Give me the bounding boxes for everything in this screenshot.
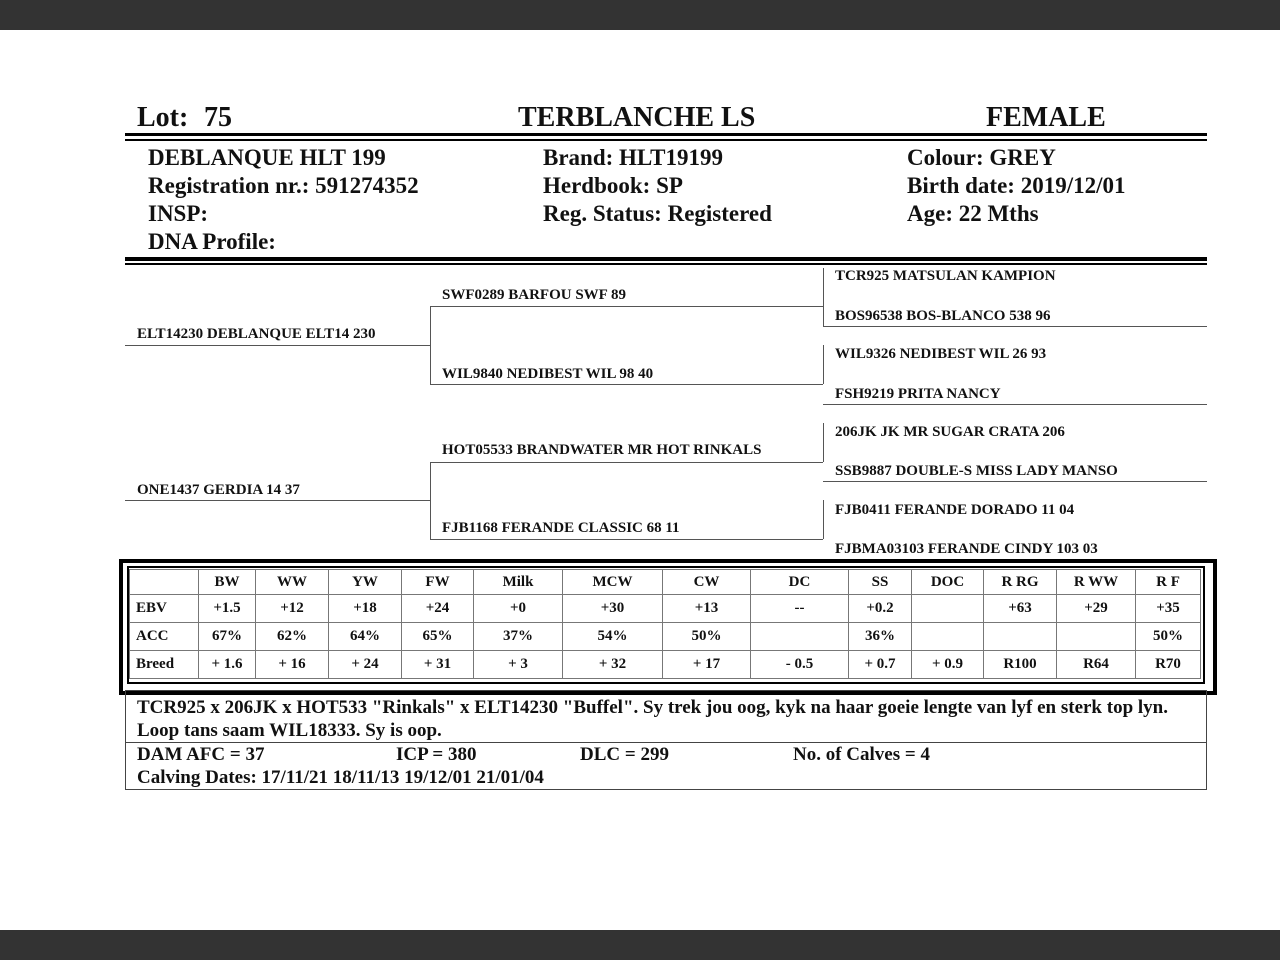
table-cell <box>912 595 984 623</box>
table-cell: + 3 <box>474 651 563 679</box>
table-cell: + 1.6 <box>199 651 256 679</box>
insp-label: INSP: <box>148 201 209 226</box>
ebv-table <box>129 569 1201 679</box>
calving-dates: Calving Dates: 17/11/21 18/11/13 19/12/01 21/01/04 <box>137 767 544 788</box>
header-rule-thin <box>125 139 1207 141</box>
sire-sire-line <box>430 306 823 307</box>
table-cell <box>1057 623 1136 651</box>
table-row <box>130 623 1201 651</box>
pedigree-sire-dam: WIL9840 NEDIBEST WIL 98 40 <box>442 366 654 382</box>
table-cell: +1.5 <box>199 595 256 623</box>
pedigree-gen3-5: 206JK JK MR SUGAR CRATA 206 <box>835 424 1065 440</box>
ebv-col-header: DOC <box>912 570 984 595</box>
table-cell: +24 <box>402 595 474 623</box>
header-rule-thick <box>125 133 1207 136</box>
dam-bracket <box>430 462 431 540</box>
table-cell: +0.2 <box>849 595 912 623</box>
brand: Brand: HLT19199 <box>543 145 724 170</box>
ebv-col-header: FW <box>402 570 474 595</box>
table-cell: + 31 <box>402 651 474 679</box>
pedigree-gen3-7: FJB0411 FERANDE DORADO 11 04 <box>835 502 1075 518</box>
ebv-col-header: R F <box>1136 570 1201 595</box>
top-frame-bar <box>0 0 1280 30</box>
bracket-4 <box>823 500 824 539</box>
table-row <box>130 651 1201 679</box>
table-cell: R100 <box>984 651 1057 679</box>
table-cell: 50% <box>1136 623 1201 651</box>
bracket-2 <box>823 345 824 384</box>
dna-profile-label: DNA Profile: <box>148 229 276 254</box>
pedigree-gen3-3: WIL9326 NEDIBEST WIL 26 93 <box>835 346 1047 362</box>
table-cell: + 17 <box>663 651 751 679</box>
ebv-col-header: WW <box>256 570 329 595</box>
gen3-separator-2 <box>823 404 1207 405</box>
table-cell: R70 <box>1136 651 1201 679</box>
ebv-col-header: Milk <box>474 570 563 595</box>
table-cell: 37% <box>474 623 563 651</box>
table-cell: R64 <box>1057 651 1136 679</box>
ebv-col-header: DC <box>751 570 849 595</box>
registration-number: Registration nr.: 591274352 <box>148 173 419 198</box>
ebv-col-header: R WW <box>1057 570 1136 595</box>
table-cell: +0 <box>474 595 563 623</box>
table-cell <box>984 623 1057 651</box>
pedigree-gen3-8: FJBMA03103 FERANDE CINDY 103 03 <box>835 541 1098 557</box>
sire-bracket <box>430 306 431 385</box>
pedigree-dam-sire: HOT05533 BRANDWATER MR HOT RINKALS <box>442 442 762 458</box>
table-cell: 36% <box>849 623 912 651</box>
table-cell: +18 <box>329 595 402 623</box>
bracket-1b <box>823 306 824 326</box>
info-rule-thin <box>125 263 1207 265</box>
lot-label: Lot: <box>137 102 189 133</box>
dam-afc: DAM AFC = 37 <box>137 744 265 765</box>
table-cell: +12 <box>256 595 329 623</box>
table-cell: 54% <box>563 623 663 651</box>
herdbook: Herdbook: SP <box>543 173 683 198</box>
table-cell: +13 <box>663 595 751 623</box>
table-cell: +29 <box>1057 595 1136 623</box>
pedigree-gen3-6: SSB9887 DOUBLE-S MISS LADY MANSO <box>835 463 1118 479</box>
table-cell: 62% <box>256 623 329 651</box>
row-label-breed: Breed <box>130 651 199 679</box>
table-cell: +63 <box>984 595 1057 623</box>
pedigree-dam: ONE1437 GERDIA 14 37 <box>137 482 300 498</box>
table-cell: 64% <box>329 623 402 651</box>
table-cell: + 0.9 <box>912 651 984 679</box>
table-cell <box>751 623 849 651</box>
table-cell: + 32 <box>563 651 663 679</box>
table-cell: -- <box>751 595 849 623</box>
birth-date: Birth date: 2019/12/01 <box>907 173 1126 198</box>
gen3-separator-3 <box>823 481 1207 482</box>
dlc: DLC = 299 <box>580 744 669 765</box>
remarks-divider <box>125 742 1207 743</box>
bottom-frame-bar <box>0 930 1280 960</box>
table-cell: 65% <box>402 623 474 651</box>
number-of-calves: No. of Calves = 4 <box>793 744 930 765</box>
ebv-col-header: SS <box>849 570 912 595</box>
ebv-col-header: BW <box>199 570 256 595</box>
ebv-col-header: R RG <box>984 570 1057 595</box>
pedigree-gen3-4: FSH9219 PRITA NANCY <box>835 386 1001 402</box>
dam-sire-line <box>430 462 823 463</box>
ebv-col-header: MCW <box>563 570 663 595</box>
pedigree-gen3-2: BOS96538 BOS-BLANCO 538 96 <box>835 308 1051 324</box>
sire-dam-line <box>430 384 823 385</box>
table-cell: + 16 <box>256 651 329 679</box>
icp: ICP = 380 <box>396 744 477 765</box>
table-cell: 67% <box>199 623 256 651</box>
dam-dam-line <box>430 539 823 540</box>
ebv-col-header: CW <box>663 570 751 595</box>
info-rule-thick <box>125 257 1207 261</box>
colour: Colour: GREY <box>907 145 1056 170</box>
table-cell: + 24 <box>329 651 402 679</box>
row-label-acc: ACC <box>130 623 199 651</box>
table-cell: +35 <box>1136 595 1201 623</box>
ebv-header-row <box>130 570 1201 595</box>
reg-status: Reg. Status: Registered <box>543 201 772 226</box>
bracket-1a <box>823 268 824 306</box>
row-label-ebv: EBV <box>130 595 199 623</box>
table-cell <box>912 623 984 651</box>
lot-number: 75 <box>204 102 232 133</box>
sire-line <box>125 345 430 346</box>
pedigree-dam-dam: FJB1168 FERANDE CLASSIC 68 11 <box>442 520 680 536</box>
pedigree-sire: ELT14230 DEBLANQUE ELT14 230 <box>137 326 376 342</box>
table-cell: - 0.5 <box>751 651 849 679</box>
remarks-text: TCR925 x 206JK x HOT533 "Rinkals" x ELT14230 "Buffel". Sy trek jou oog, kyk na haar goeie lengte van lyf en sterk top lyn. Loop tans saam WIL18333. Sy is oop. <box>137 697 1168 741</box>
pedigree-gen3-1: TCR925 MATSULAN KAMPION <box>835 268 1056 284</box>
sex-label: FEMALE <box>986 102 1106 133</box>
seller-name: TERBLANCHE LS <box>518 102 756 133</box>
pedigree-sire-sire: SWF0289 BARFOU SWF 89 <box>442 287 627 303</box>
table-row <box>130 595 1201 623</box>
ebv-col-header: YW <box>329 570 402 595</box>
table-cell: 50% <box>663 623 751 651</box>
gen3-separator-1 <box>823 326 1207 327</box>
table-cell: + 0.7 <box>849 651 912 679</box>
table-cell: +30 <box>563 595 663 623</box>
age: Age: 22 Mths <box>907 201 1039 226</box>
ebv-col-header <box>130 570 199 595</box>
animal-name: DEBLANQUE HLT 199 <box>148 145 386 170</box>
bracket-3 <box>823 423 824 462</box>
dam-line <box>125 500 430 501</box>
